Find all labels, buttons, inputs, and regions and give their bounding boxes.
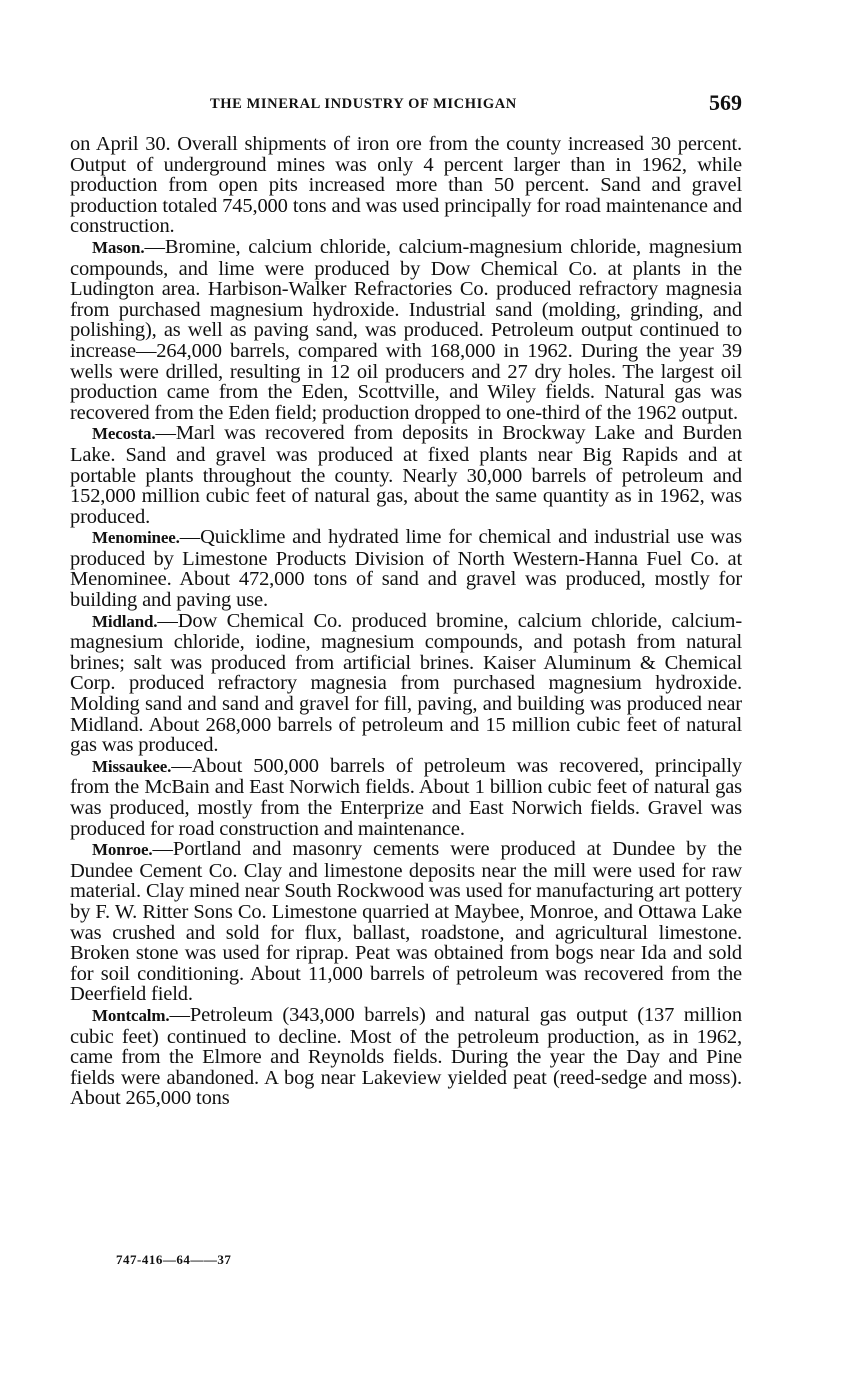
paragraph-monroe xyxy=(70,839,742,1005)
county-heading: Menominee. xyxy=(92,528,180,548)
paragraph-menominee xyxy=(70,527,742,610)
paragraph-mecosta xyxy=(70,423,742,527)
county-heading: Mecosta. xyxy=(92,424,156,444)
paragraph-text: —Dow Chemical Co. produced bromine, calcium chloride, calcium-magnesium chloride, iodine, magnesium compounds, and potash from natural brines; salt was produced from artificial brines. Kaiser Aluminum & Chemical Corp. produced refractory magnesia from purchased magnesium hydroxide. Molding sand and sand and gravel for fill, paving, and building was produced near Midland. About 268,000 barrels of petroleum and 15 million cubic feet of natural gas was produced. xyxy=(70,609,742,757)
paragraph-text: —Portland and masonry cements were produced at Dundee by the Dundee Cement Co. Clay and limestone deposits near the mill were used for raw material. Clay mined near South Rockwood was used for manufacturing art pottery by F. W. Ritter Sons Co. Limestone quarried at Maybee, Monroe, and Ottawa Lake was crushed and sold for flux, ballast, roadstone, and agricultural limestone. Broken stone was used for riprap. Peat was obtained from bogs near Ida and sold for soil conditioning. About 11,000 barrels of petroleum was recovered from the Deerfield field. xyxy=(70,838,742,1006)
running-header xyxy=(70,92,742,120)
paragraph-missaukee xyxy=(70,756,742,839)
paragraph-text: —About 500,000 barrels of petroleum was recovered, principally from the McBain and East Norwich fields. About 1 billion cubic feet of natural gas was produced, mostly from the Enterprize and East Norwich fields. Gravel was produced for road construction and maintenance. xyxy=(70,754,742,840)
paragraph xyxy=(70,134,742,237)
paragraph-montcalm xyxy=(70,1005,742,1109)
county-heading: Montcalm. xyxy=(92,1005,170,1025)
print-code: 747-416—64——37 xyxy=(116,1252,232,1267)
paragraph-midland xyxy=(70,611,742,756)
paragraph-text: —Bromine, calcium chloride, calcium-magnesium chloride, magnesium compounds, and lime were produced by Dow Chemical Co. at plants in the Ludington area. Harbison-Walker Refractories Co. produced refractory magnesia from purchased magnesium hydroxide. Industrial sand (molding, grinding, and polishing), as well as paving sand, was produced. Petroleum output continued to increase—264,000 barrels, compared with 168,000 in 1962. During the year 39 wells were drilled, resulting in 12 oil producers and 27 dry holes. The largest oil production came from the Eden, Scottville, and Wiley fields. Natural gas was recovered from the Eden field; production dropped to one-third of the 1962 output. xyxy=(70,235,742,424)
county-heading: Monroe. xyxy=(92,840,153,860)
county-heading: Mason. xyxy=(92,237,145,257)
paragraph-text: —Petroleum (343,000 barrels) and natural gas output (137 million cubic feet) continued to decline. Most of the petroleum production, as in 1962, came from the Elmore and Reynolds fields. During the year the Day and Pine fields were abandoned. A bog near Lakeview yielded peat (reed-sedge and moss). About 265,000 tons xyxy=(70,1003,742,1110)
page-number: 569 xyxy=(709,90,742,115)
county-heading: Missaukee. xyxy=(92,756,172,776)
body-text xyxy=(70,134,742,1109)
paragraph-text: —Marl was recovered from deposits in Brockway Lake and Burden Lake. Sand and gravel was produced at fixed plants near Big Rapids and at portable plants throughout the county. Nearly 30,000 barrels of petroleum and 152,000 million cubic feet of natural gas, about the same quantity as in 1962, was produced. xyxy=(70,422,742,528)
paragraph-mason xyxy=(70,237,742,423)
running-title: THE MINERAL INDUSTRY OF MICHIGAN xyxy=(210,96,517,112)
paragraph-text: —Quicklime and hydrated lime for chemical and industrial use was produced by Limestone Products Division of North Western-Hanna Fuel Co. at Menominee. About 472,000 tons of sand and gravel was produced, mostly for building and paving use. xyxy=(70,526,742,612)
paragraph-text: on April 30. Overall shipments of iron ore from the county increased 30 percent. Output of underground mines was only 4 percent larger than in 1962, while production from open pits increased more than 50 percent. Sand and gravel production totaled 745,000 tons and was used principally for road maintenance and construction. xyxy=(70,133,742,238)
county-heading: Midland. xyxy=(92,611,158,631)
